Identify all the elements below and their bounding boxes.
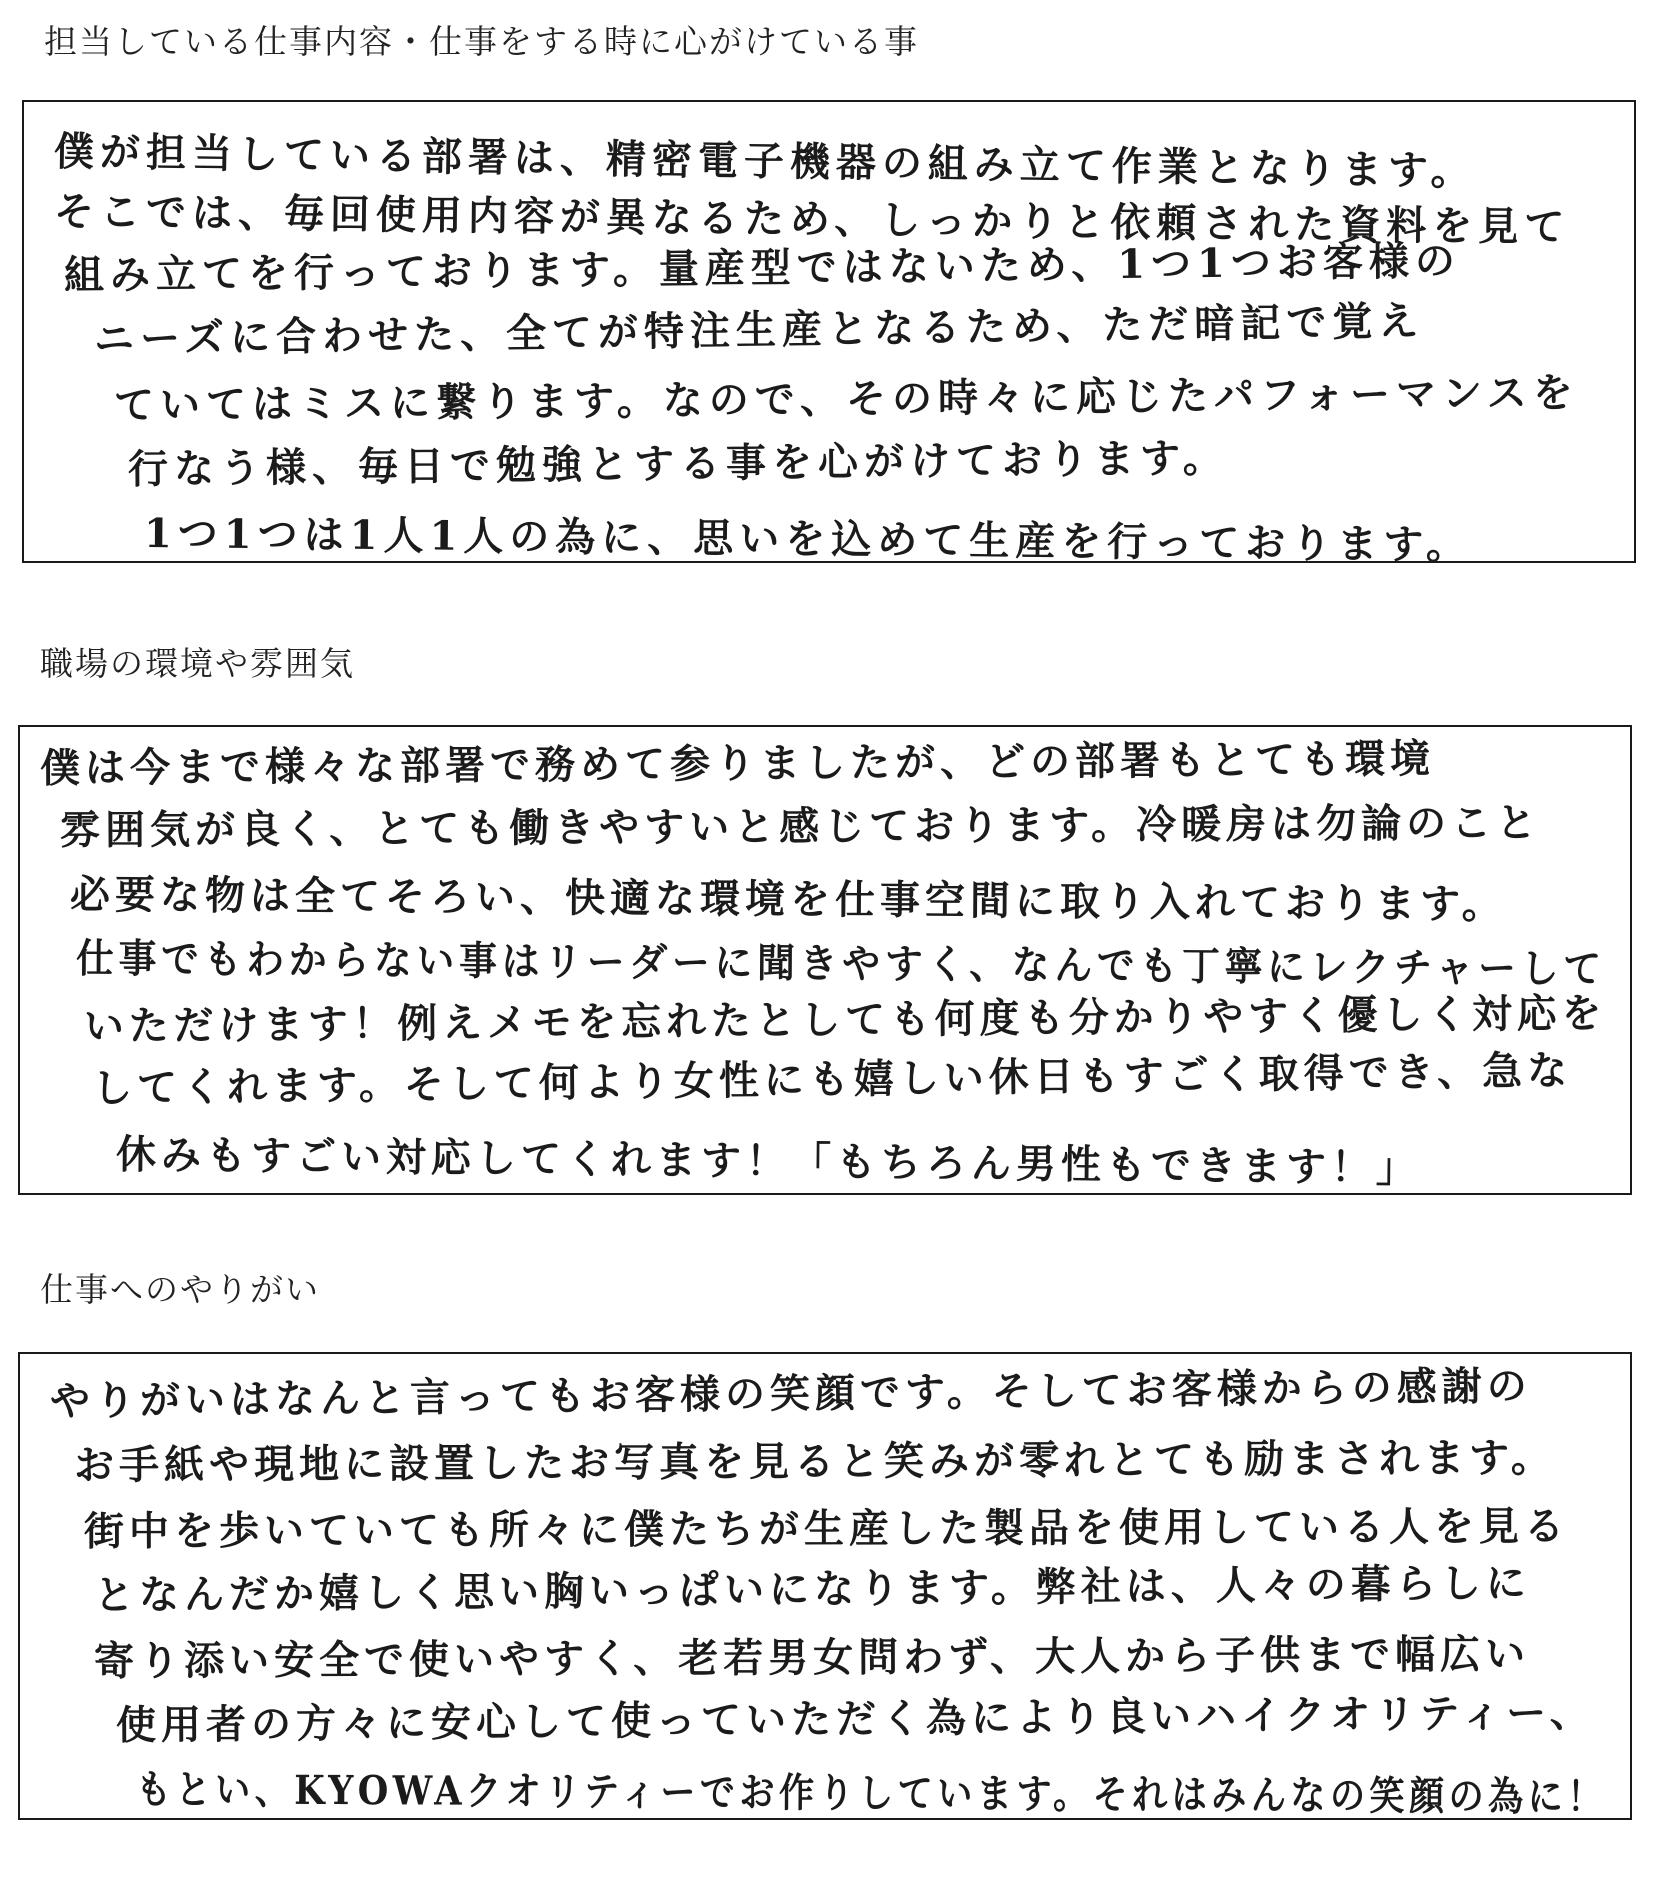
handwritten-line: してくれます。そして何より女性にも嬉しい休日もすごく取得でき、急な [91,1046,1573,1112]
handwritten-line: 必要な物は全てそろい、快適な環境を仕事空間に取り入れております。 [69,871,1507,929]
handwritten-line: 寄り添い安全で使いやすく、老若男女問わず、大人から子供まで幅広い [93,1630,1531,1685]
handwritten-line: ていてはミスに繋ります。なので、その時々に応じたパフォーマンスを [113,369,1579,429]
handwritten-line: 1つ1つは1人1人の為に、思いを込めて生産を行っております。 [143,510,1473,569]
section-2-answer-box [18,725,1632,1195]
section-2-heading: 職場の環境や雰囲気 [40,644,355,683]
handwritten-line: となんだか嬉しく思い胸いっぱいになります。弊社は、人々の暮らしに [93,1559,1531,1619]
handwritten-line: やりがいはなんと言ってもお客様の笑顔です。そしてお客様からの感謝の [49,1362,1533,1425]
section-3-answer-box [18,1352,1632,1820]
handwritten-line: 使用者の方々に安心して使っていただく為により良いハイクオリティー、 [115,1689,1595,1749]
section-1-heading: 担当している仕事内容・仕事をする時に心がけている事 [44,22,919,61]
handwritten-line: いただけます！例えメモを忘れたとしても何度も分かりやすく優しく対応を [83,989,1607,1050]
handwritten-line: 休みもすごい対応してくれます！「もちろん男性もできます！」 [115,1131,1422,1192]
handwritten-line: ニーズに合わせた、全てが特注生産となるため、ただ暗記で覚え [93,297,1425,363]
handwritten-line: 行なう様、毎日で勉強とする事を心がけております。 [127,434,1230,493]
section-3-heading: 仕事へのやりがい [40,1270,320,1309]
handwritten-line: お手紙や現地に設置したお写真を見ると笑みが零れとても励まされます。 [73,1434,1556,1489]
handwritten-line: 僕が担当している部署は、精密電子機器の組み立て作業となります。 [53,128,1477,195]
handwritten-line: 雰囲気が良く、とても働きやすいと感じております。冷暖房は勿論のこと [59,799,1542,854]
section-1-answer-box [22,100,1636,569]
handwritten-line: そこでは、毎回使用内容が異なるため、しっかりと依頼された資料を見て [53,188,1571,251]
handwritten-line: 街中を歩いていても所々に僕たちが生産した製品を使用している人を見る [83,1502,1570,1555]
handwritten-line: 組み立てを行っております。量産型ではないため、1つ1つお客様の [63,237,1462,299]
handwritten-line: 仕事でもわからない事はリーダーに聞きやすく、なんでも丁寧にレクチャーして [75,935,1606,993]
handwritten-line: 僕は今まで様々な部署で務めて参りましたが、どの部署もとても環境 [39,735,1436,792]
handwritten-line: もとい、KYOWAクオリティーでお作りしています。それはみんなの笑顔の為に！ [135,1766,1607,1821]
